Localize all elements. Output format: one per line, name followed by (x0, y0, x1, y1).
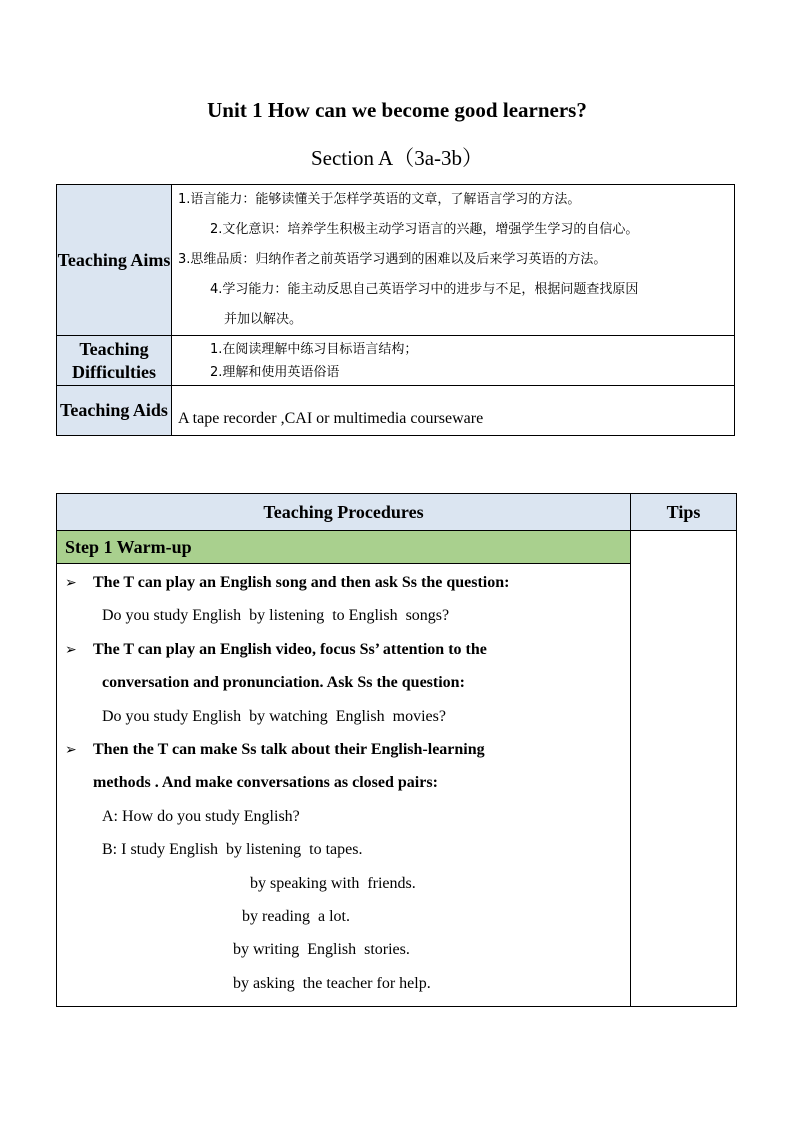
document-title: Unit 1 How can we become good learners? (207, 98, 587, 122)
teaching-aids-content: A tape recorder ,CAI or multimedia courseware (172, 386, 735, 436)
procedures-header: Teaching Procedures (57, 494, 631, 531)
procedure-line: ➢ The T can play an English song and then ask Ss the question: (57, 572, 630, 605)
procedure-line: ➢ Then the T can make Ss talk about their English-learning (57, 739, 630, 772)
arrow-bullet-icon: ➢ (65, 641, 77, 658)
tips-cell (631, 531, 737, 1007)
procedure-line: conversation and pronunciation. Ask Ss the question: (102, 674, 465, 692)
section-subtitle: Section A（3a-3b） (310, 146, 484, 170)
procedure-line: by reading a lot. (242, 907, 350, 925)
procedure-line: A: How do you study English? (102, 807, 300, 825)
procedure-line: by asking the teacher for help. (233, 974, 431, 992)
arrow-bullet-icon: ➢ (65, 575, 77, 591)
procedure-line: by speaking with friends. (250, 874, 416, 892)
arrow-bullet-icon: ➢ (65, 741, 77, 758)
procedure-line: ➢ The T can play an English video, focus Ss’ attention to the (57, 639, 630, 672)
teaching-aims-label: Teaching Aims (57, 185, 172, 336)
procedure-line: Do you study English by listening to English songs? (102, 607, 450, 625)
teaching-info-table (56, 184, 735, 436)
teaching-aims-content (172, 185, 735, 336)
procedure-line: B: I study English by listening to tapes. (102, 841, 363, 859)
procedure-line: Do you study English by watching English movies? (102, 707, 446, 725)
procedure-line: by writing English stories. (233, 941, 410, 959)
teaching-aids-label: Teaching Aids (57, 386, 172, 436)
teaching-difficulties-label: Teaching Difficulties (57, 336, 172, 386)
procedure-body (57, 564, 631, 1007)
aim-item: 3.思维品质：归纳作者之前英语学习遇到的困难以及后来学习英语的方法。 (178, 252, 607, 267)
aim-item: 2.文化意识：培养学生积极主动学习语言的兴趣，增强学生学习的自信心。 (210, 222, 639, 237)
step-title: Step 1 Warm-up (57, 531, 631, 564)
aim-item: 4.学习能力：能主动反思自己英语学习中的进步与不足，根据问题查找原因 (210, 282, 639, 297)
procedure-line: methods . And make conversations as closed pairs: (93, 774, 438, 792)
difficulty-item: 1.在阅读理解中练习目标语言结构； (210, 341, 418, 357)
teaching-difficulties-content (172, 336, 735, 386)
tips-header: Tips (631, 494, 737, 531)
aim-item: 并加以解决。 (224, 312, 303, 327)
difficulty-item: 2.理解和使用英语俗语 (210, 364, 340, 380)
procedures-table (56, 493, 737, 1007)
aim-item: 1.语言能力：能够读懂关于怎样学英语的文章，了解语言学习的方法。 (178, 192, 581, 207)
